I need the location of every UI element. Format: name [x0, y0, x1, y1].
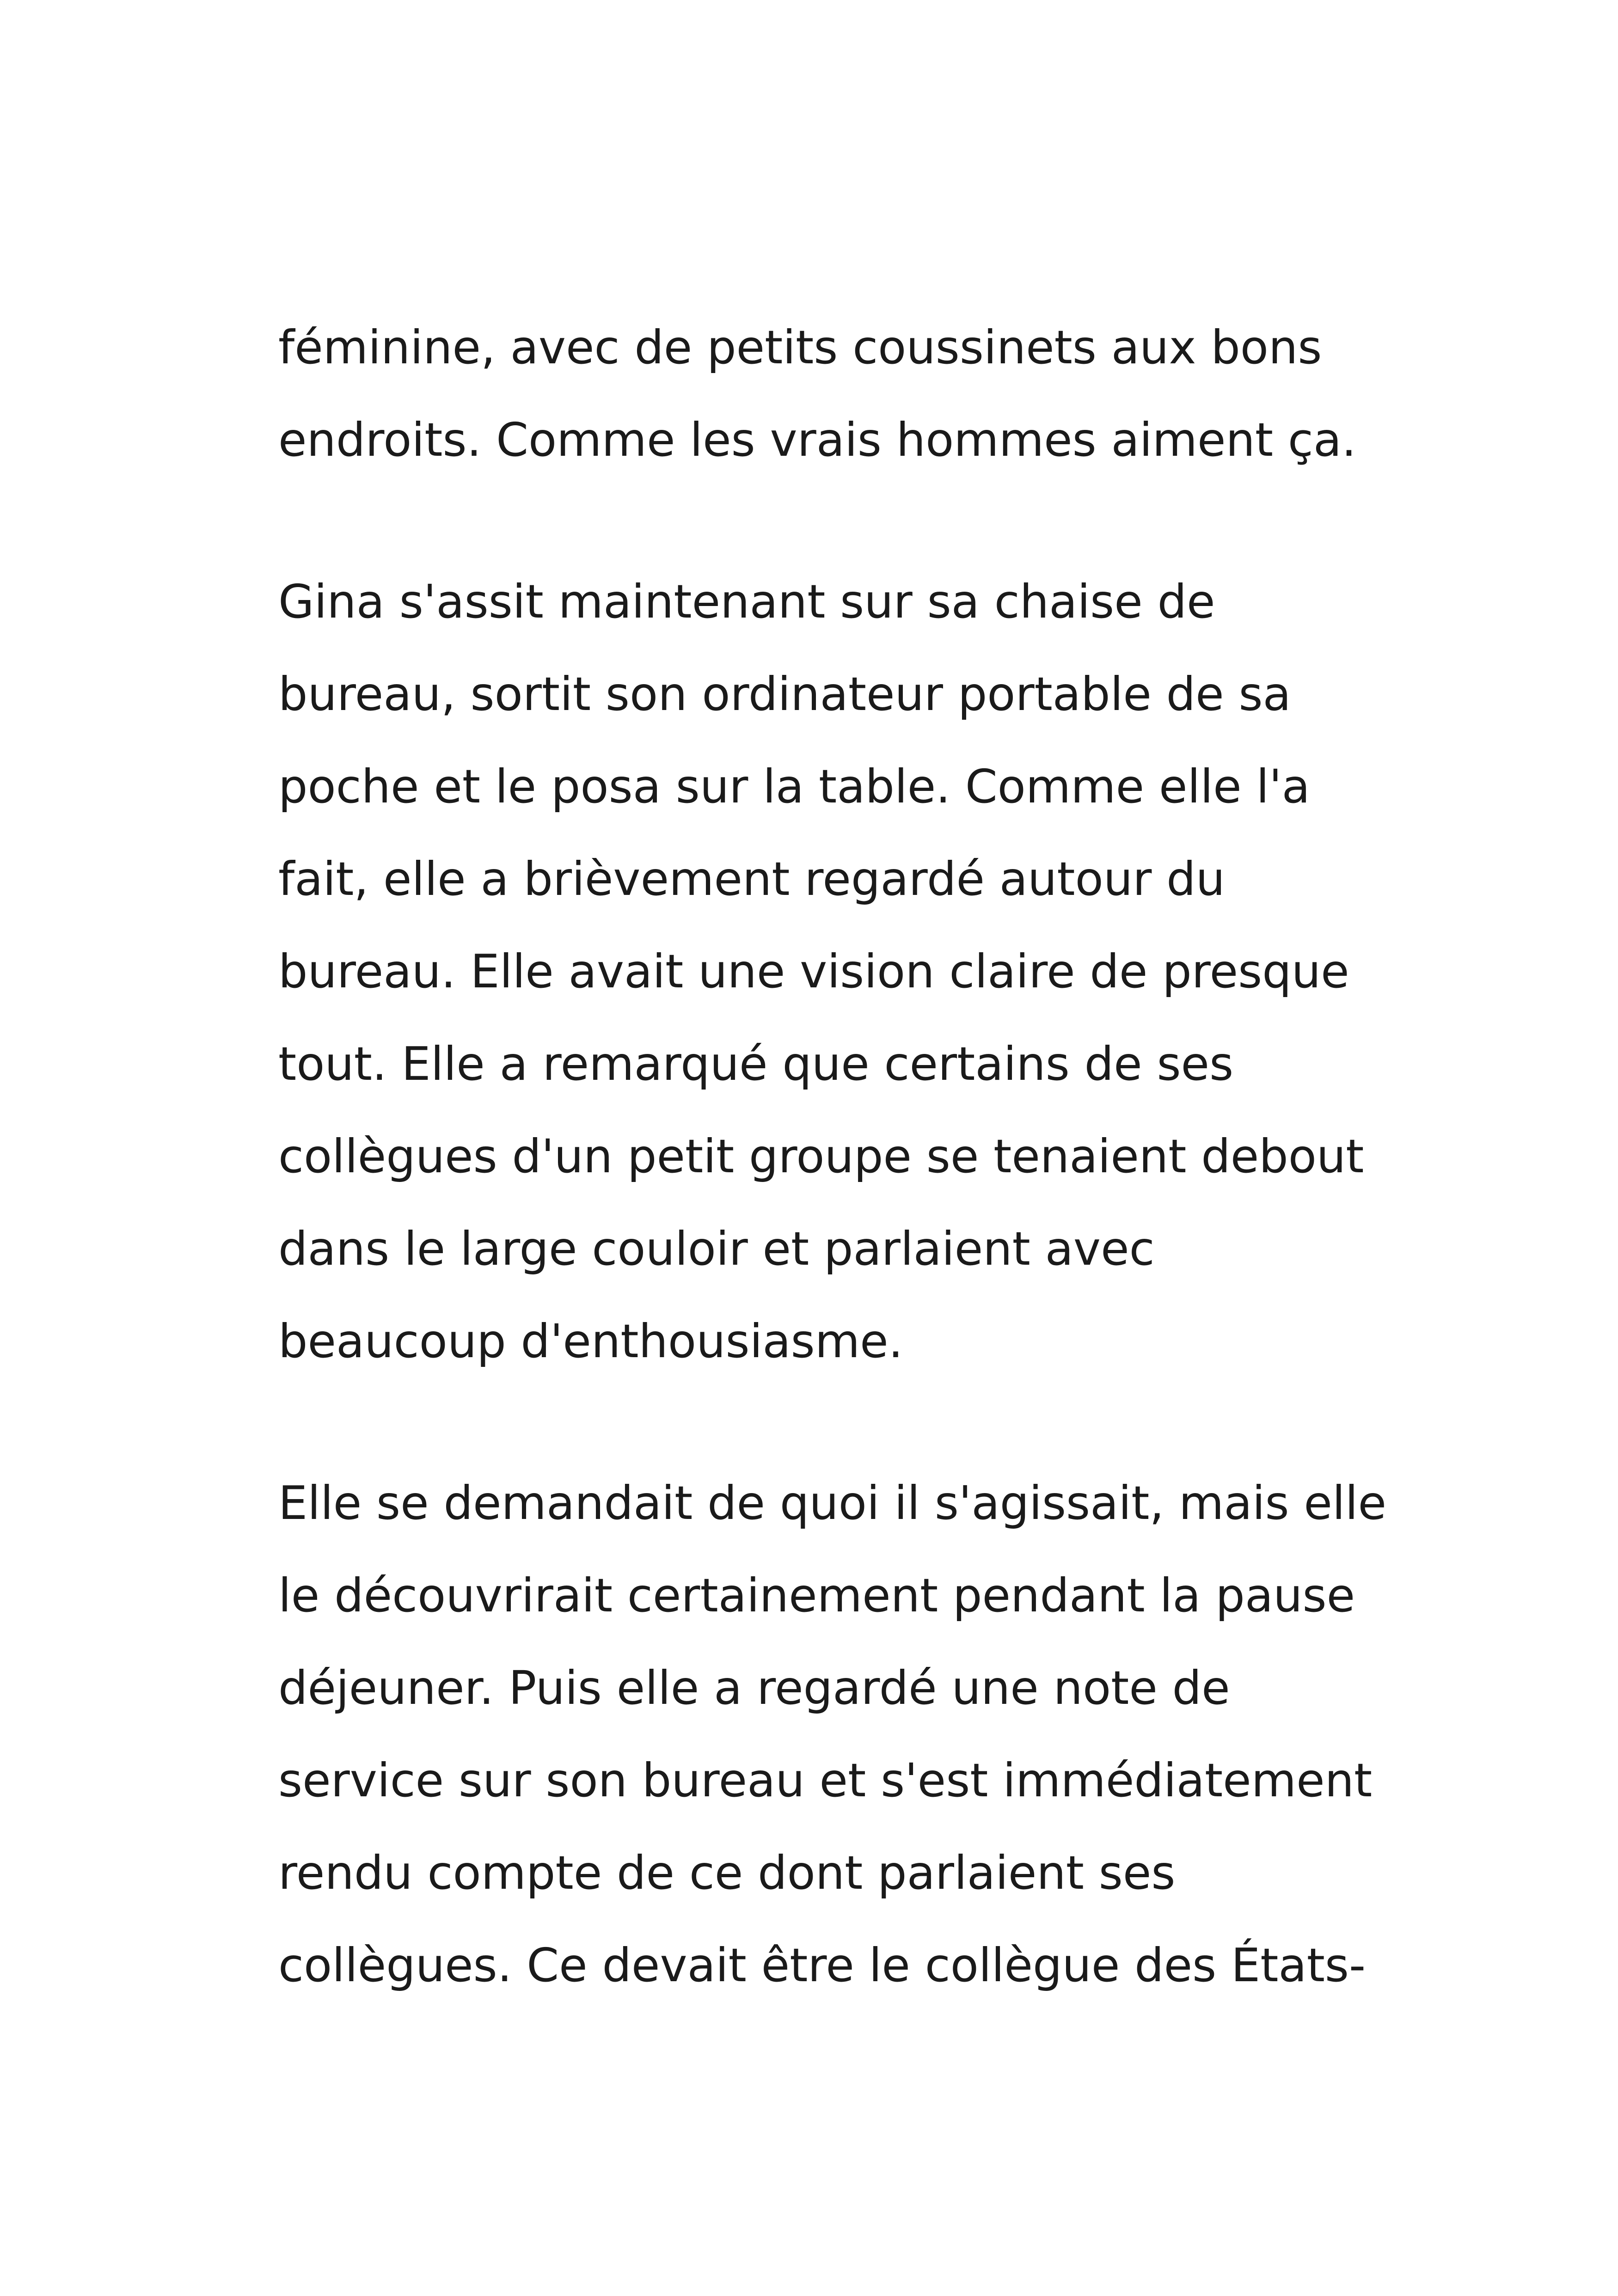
text-line: déjeuner. Puis elle a regardé une note de [278, 1661, 1230, 1715]
text-line: service sur son bureau et s'est immédiatement [278, 1753, 1373, 1807]
text-line: endroits. Comme les vrais hommes aiment ça. [278, 413, 1356, 467]
text-line: tout. Elle a remarqué que certains de ses [278, 1037, 1234, 1091]
paragraph-spacer [278, 1388, 1434, 1457]
text-line: collègues d'un petit groupe se tenaient debout [278, 1129, 1364, 1183]
paragraph-1 [278, 301, 1434, 486]
text-line: Gina s'assit maintenant sur sa chaise de [278, 575, 1215, 629]
text-line: féminine, avec de petits coussinets aux bons [278, 320, 1322, 374]
text-line: le découvrirait certainement pendant la pause [278, 1568, 1355, 1623]
text-line: beaucoup d'enthousiasme. [278, 1314, 903, 1368]
paragraph-2 [278, 556, 1434, 1388]
text-line: dans le large couloir et parlaient avec [278, 1222, 1155, 1276]
paragraph-3 [278, 1457, 1434, 2012]
text-line: rendu compte de ce dont parlaient ses [278, 1846, 1176, 1900]
text-line: bureau, sortit son ordinateur portable de sa [278, 667, 1291, 721]
text-line: poche et le posa sur la table. Comme elle l'a [278, 759, 1310, 814]
text-line: bureau. Elle avait une vision claire de presque [278, 944, 1349, 998]
paragraph-spacer [278, 486, 1434, 556]
text-line: collègues. Ce devait être le collègue des États- [278, 1938, 1366, 1992]
text-line: Elle se demandait de quoi il s'agissait, mais elle [278, 1476, 1386, 1530]
body-text [278, 301, 1434, 2012]
text-line: fait, elle a brièvement regardé autour du [278, 852, 1225, 906]
